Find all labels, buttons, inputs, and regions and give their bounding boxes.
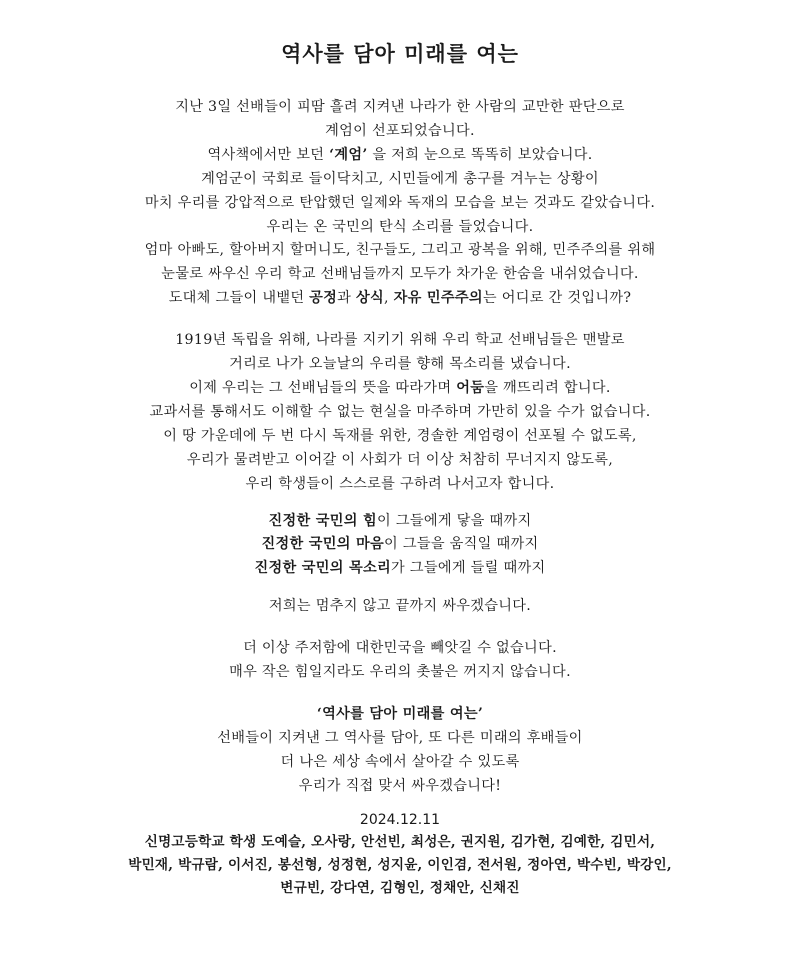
paragraph-2 (0, 329, 800, 496)
paragraph-6 (0, 703, 800, 799)
signers-line: 신명고등학교 학생 도예슬, 오사랑, 안선빈, 최성은, 권지원, 김가현, 김예한, 김민서, (144, 833, 656, 850)
emphasis-power: 진정한 국민의 힘 (268, 512, 378, 529)
text-line (0, 144, 800, 168)
text-line (0, 377, 800, 401)
text-line (0, 510, 800, 534)
text-line: 선배들이 지켜낸 그 역사를 담아, 또 다른 미래의 후배들이 (217, 729, 583, 746)
paragraph-5 (0, 637, 800, 685)
text-line: 지난 3일 선배들이 피땀 흘려 지켜낸 나라가 한 사람의 교만한 판단으로 (175, 99, 625, 115)
text-segment: 가 그들에게 들릴 때까지 (391, 560, 546, 577)
text-segment: 이 그들을 움직일 때까지 (384, 536, 539, 553)
text-segment: 는 어디로 간 것입니까? (482, 290, 632, 307)
text-segment: 을 깨뜨리려 합니다. (484, 379, 611, 396)
text-line: 우리는 온 국민의 탄식 소리를 들었습니다. (266, 218, 534, 235)
text-line: 거리로 나가 오늘날의 우리를 향해 목소리를 냈습니다. (229, 356, 571, 373)
text-line: 계엄이 선포되었습니다. (325, 122, 475, 139)
emphasis-martial-law: ‘계엄’ (329, 146, 368, 163)
text-line: 눈물로 싸우신 우리 학교 선배님들까지 모두가 차가운 한숨을 내쉬었습니다. (161, 266, 639, 283)
text-line: 1919년 독립을 위해, 나라를 지키기 위해 우리 학교 선배님들은 맨발로 (175, 332, 625, 349)
text-line (0, 557, 800, 581)
paragraph-spacer (0, 619, 800, 637)
text-line (0, 287, 800, 311)
text-segment: 도대체 그들이 내뱉던 (168, 290, 310, 307)
paragraph-1 (0, 96, 800, 311)
paragraph-spacer (0, 685, 800, 703)
text-segment: 을 저희 눈으로 똑똑히 보았습니다. (367, 146, 593, 163)
paragraph-spacer (0, 497, 800, 510)
signers-line: 박민재, 박규람, 이서진, 봉선형, 성정현, 성지윤, 이인겸, 전서원, 정아연, 박수빈, 박강인, (128, 856, 672, 873)
text-segment: 이 그들에게 닿을 때까지 (377, 512, 532, 529)
text-line: 엄마 아빠도, 할아버지 할머니도, 친구들도, 그리고 광복을 위해, 민주주의를 위해 (144, 242, 656, 259)
text-segment: 이제 우리는 그 선배님들의 뜻을 따라가며 (189, 379, 457, 396)
text-line: 교과서를 통해서도 이해할 수 없는 현실을 마주하며 가만히 있을 수가 없습니다. (149, 403, 651, 420)
text-line: 우리 학생들이 스스로를 구하려 나서고자 합니다. (245, 475, 555, 492)
text-line: 저희는 멈추지 않고 끝까지 싸우겠습니다. (268, 598, 532, 615)
text-line: 계엄군이 국회로 들이닥치고, 시민들에게 총구를 겨누는 상황이 (201, 170, 599, 187)
paragraph-spacer (0, 311, 800, 329)
emphasis-darkness: 어둠 (456, 379, 485, 396)
document-title: 역사를 담아 미래를 여는 (281, 41, 519, 66)
text-line: 우리가 물려받고 이어갈 이 사회가 더 이상 처참히 무너지지 않도록, (186, 451, 614, 468)
paragraph-spacer (0, 581, 800, 595)
signers-line: 변규빈, 강다연, 김형인, 정채안, 신채진 (280, 879, 520, 896)
text-line: 이 땅 가운데에 두 번 다시 독재를 위한, 경솔한 계엄령이 선포될 수 없도록, (163, 427, 637, 444)
text-line: 마치 우리를 강압적으로 탄압했던 일제와 독재의 모습을 보는 것과도 같았습니다. (144, 194, 656, 211)
text-line: 매우 작은 힘일지라도 우리의 촛불은 꺼지지 않습니다. (229, 664, 571, 681)
text-segment: 과 (337, 290, 356, 307)
emphasis-liberal-democracy: 자유 민주주의 (393, 290, 483, 307)
signers-list (0, 831, 800, 900)
emphasis-fairness: 공정 (309, 290, 338, 307)
text-line: 우리가 직접 맞서 싸우겠습니다! (298, 777, 502, 794)
paragraph-3 (0, 510, 800, 582)
emphasis-heart: 진정한 국민의 마음 (261, 536, 385, 553)
quoted-motto: ‘역사를 담아 미래를 여는’ (316, 705, 484, 722)
paragraph-4 (0, 595, 800, 619)
text-segment: 역사책에서만 보던 (207, 146, 330, 163)
text-line: 더 나은 세상 속에서 살아갈 수 있도록 (280, 753, 520, 770)
statement-date: 2024.12.11 (359, 811, 441, 828)
emphasis-common-sense: 상식 (356, 290, 385, 307)
text-line: 더 이상 주저함에 대한민국을 빼앗길 수 없습니다. (243, 640, 557, 657)
text-segment: , (384, 290, 394, 307)
text-line (0, 533, 800, 557)
emphasis-voice: 진정한 국민의 목소리 (254, 560, 392, 577)
